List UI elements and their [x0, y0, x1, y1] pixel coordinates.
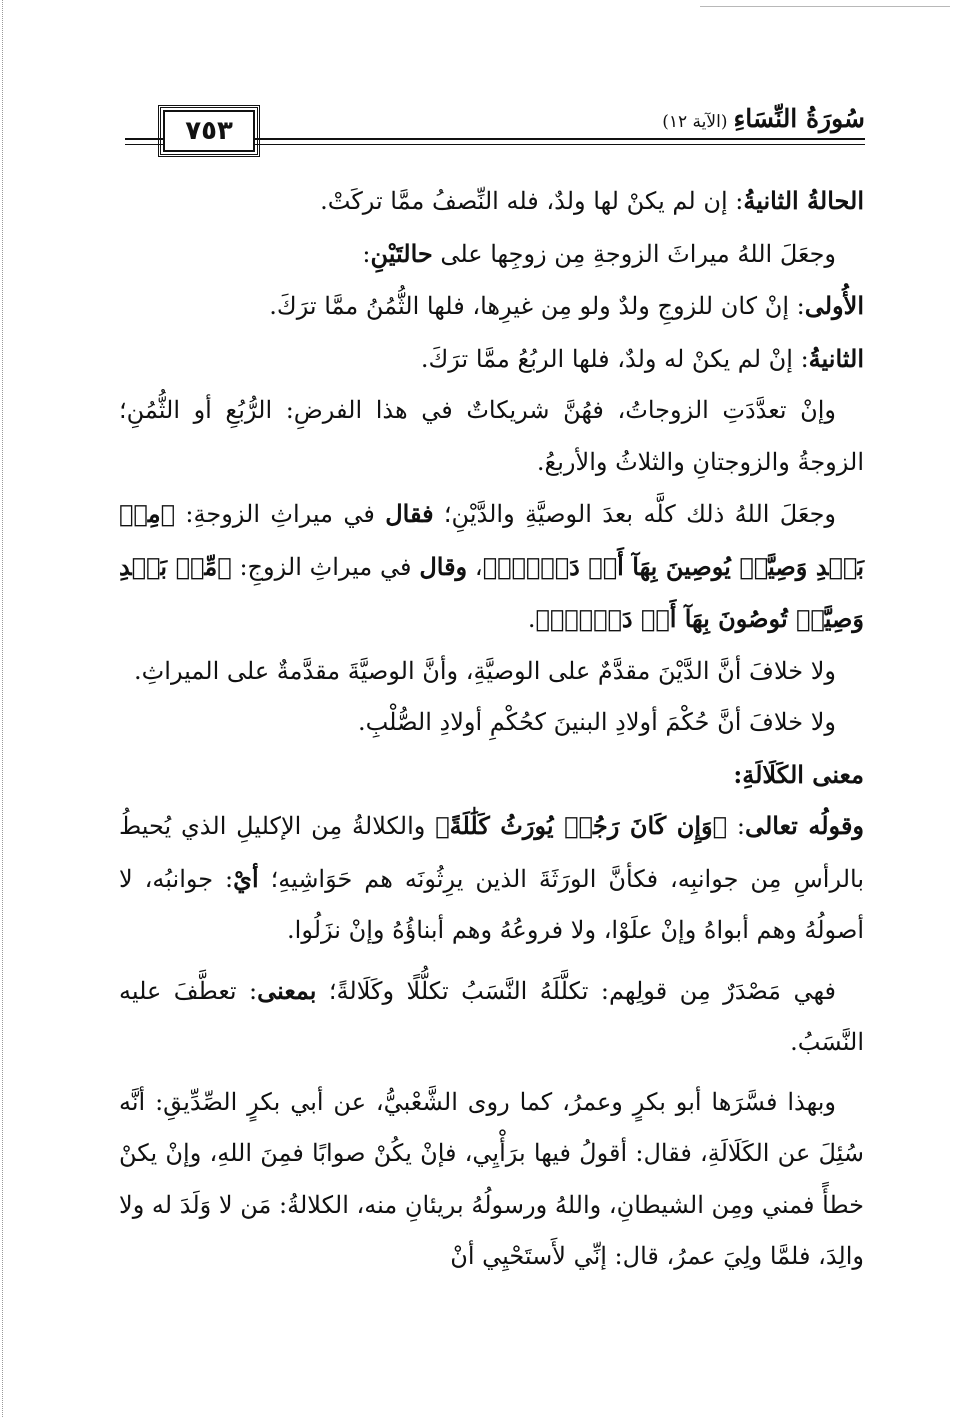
page-number: ٧٥٣: [163, 110, 255, 152]
paragraph-second-case: [119, 175, 864, 228]
paragraph-text: فهي مَصْدَرٌ مِن قولِهم: تكلَّلَهُ النَّسَبُ تكلُّلًا وكَلَالةً؛: [316, 976, 836, 1005]
paragraph-text: ،: [467, 552, 483, 581]
paragraph-text: وجعَلَ اللهُ ميراثَ الزوجةِ مِن زوجِها على: [432, 239, 836, 268]
paragraph-text: وجعَلَ اللهُ ذلك كلَّه بعدَ الوصيَّةِ والدَّيْنِ؛: [433, 500, 836, 528]
bold-term: حالتَيْنِ: [370, 238, 433, 268]
paragraph-first: [119, 280, 864, 333]
bold-term: بمعنى: [257, 975, 317, 1005]
page-header: [125, 100, 865, 158]
paragraph-second: [119, 333, 864, 386]
paragraph-text: : إنْ كان للزوجِ ولدٌ ولو مِن غيرِها، فلها الثُّمُنُ ممَّا ترَكَ.: [269, 292, 805, 320]
paragraph-text: : تعطَّفَ عليه النَّسَبُ.: [119, 976, 864, 1056]
paragraph-text: والكلالةُ مِن الإكليلِ الذي يُحيطُ بالرأسِ مِن جوانبِه، فكأنَّ الورَثَةَ الذين يرِثُونَه هم حَوَاشِيهِ؛: [119, 812, 865, 893]
section-heading: معنى الكَلَالَةِ:: [733, 759, 864, 789]
surah-title: [652, 104, 865, 133]
scan-edge-top: [700, 6, 950, 7]
bold-term: فقال: [385, 499, 434, 528]
paragraph-text: : إنْ لم يكنْ له ولدٌ، فلها الربُعُ ممَّا ترَكَ.: [420, 344, 809, 373]
paragraph-text: وبهذا فسَّرَها أبو بكرٍ وعمرُ، كما روى الشَّعْبيُّ، عن أبي بكرٍ الصِّدِّيقِ: أنَّه سُئِلَ عن الكَلَالَةِ، فقال: أقولُ فيها برَأْيِي، فإنْ يكُنْ صوابًا فمِنَ اللهِ، وإنْ يكنْ خطأً فمني ومِن الشيطانِ، واللهُ ورسولُهُ بريئانِ منه، الكلالةُ: مَن لا وَلَدَ له ولا والِدَ، فلمَّا ولِيَ عمرُ، قال: إنِّي لأَستَحْيِي أنْ: [119, 1087, 864, 1270]
paragraph-debt-precedence: [119, 646, 864, 698]
paragraph-label: الأُولى: [804, 291, 864, 320]
paragraph-label: وقولُه تعالى: [744, 811, 865, 840]
surah-name: سُورَةُ النِّسَاءِ: [733, 104, 865, 133]
paragraph-text: في ميراثِ الزوجِ:: [231, 552, 420, 581]
quran-verse: ﴿وَإِن كَانَ رَجُلٞ يُورَثُ كَلَٰلَةً﴾: [435, 811, 728, 840]
quran-verse: ﴿مِنۢ بَعۡدِ وَصِيَّةٖ يُوصِينَ بِهَآ أَوۡ دَيۡنٖۚ﴾: [119, 499, 864, 581]
paragraph-abu-bakr-narration: [119, 1077, 864, 1283]
paragraph-label: الحالةُ الثانيةُ: [743, 186, 864, 215]
paragraph-text: في ميراثِ الزوجةِ:: [175, 500, 386, 528]
paragraph-wife-inheritance: [119, 228, 864, 281]
page-body: [119, 175, 864, 1283]
paragraph-multiple-wives: [119, 385, 864, 488]
paragraph-kalala-meaning: [119, 800, 864, 957]
paragraph-grandchildren: [119, 697, 864, 749]
quran-verse: ﴿مِّنۢ بَعۡدِ وَصِيَّةٖ تُوصُونَ بِهَآ أَوۡ دَيۡنٖۗ﴾: [119, 551, 864, 633]
paragraph-end: .: [527, 605, 536, 633]
paragraph-kalala-origin: [119, 965, 864, 1069]
paragraph-text: : إن لم يكنْ لها ولدٌ، فله النِّصفُ ممَّا تركَتْ.: [320, 187, 744, 215]
scan-edge-left: [2, 0, 5, 1417]
paragraph-text: ولا خلافَ أنَّ حُكْمَ أولادِ البنينَ كحُكْمِ أولادِ الصُّلْبِ.: [357, 708, 836, 736]
paragraph-text: : جوانبُه، لا أصولُهُ وهم أبواهُ وإنْ علَوْا، ولا فروعُهُ وهم أبناؤُهُ وإنْ نزَلُوا.: [119, 864, 864, 944]
bold-term: أيْ: [233, 863, 259, 893]
paragraph-end: :: [362, 239, 371, 268]
paragraph-text: ولا خلافَ أنَّ الدَّيْنَ مقدَّمٌ على الوصيَّةِ، وأنَّ الوصيَّةَ مقدَّمةٌ على الميراثِ.: [134, 656, 836, 685]
paragraph-text: :: [727, 812, 745, 840]
paragraph-label: الثانيةُ: [808, 343, 864, 373]
paragraph-text: وإنْ تعدَّدَتِ الزوجاتُ، فهُنَّ شريكاتٌ في هذا الفرضِ: الرُّبُعِ أو الثُّمُنِ؛ الزوجةُ والزوجتانِ والثلاثُ والأربعُ.: [119, 396, 864, 476]
bold-term: وقال: [419, 551, 468, 581]
verse-reference: (الآية ١٢): [662, 112, 728, 132]
paragraph-will-and-debt: [119, 488, 864, 646]
